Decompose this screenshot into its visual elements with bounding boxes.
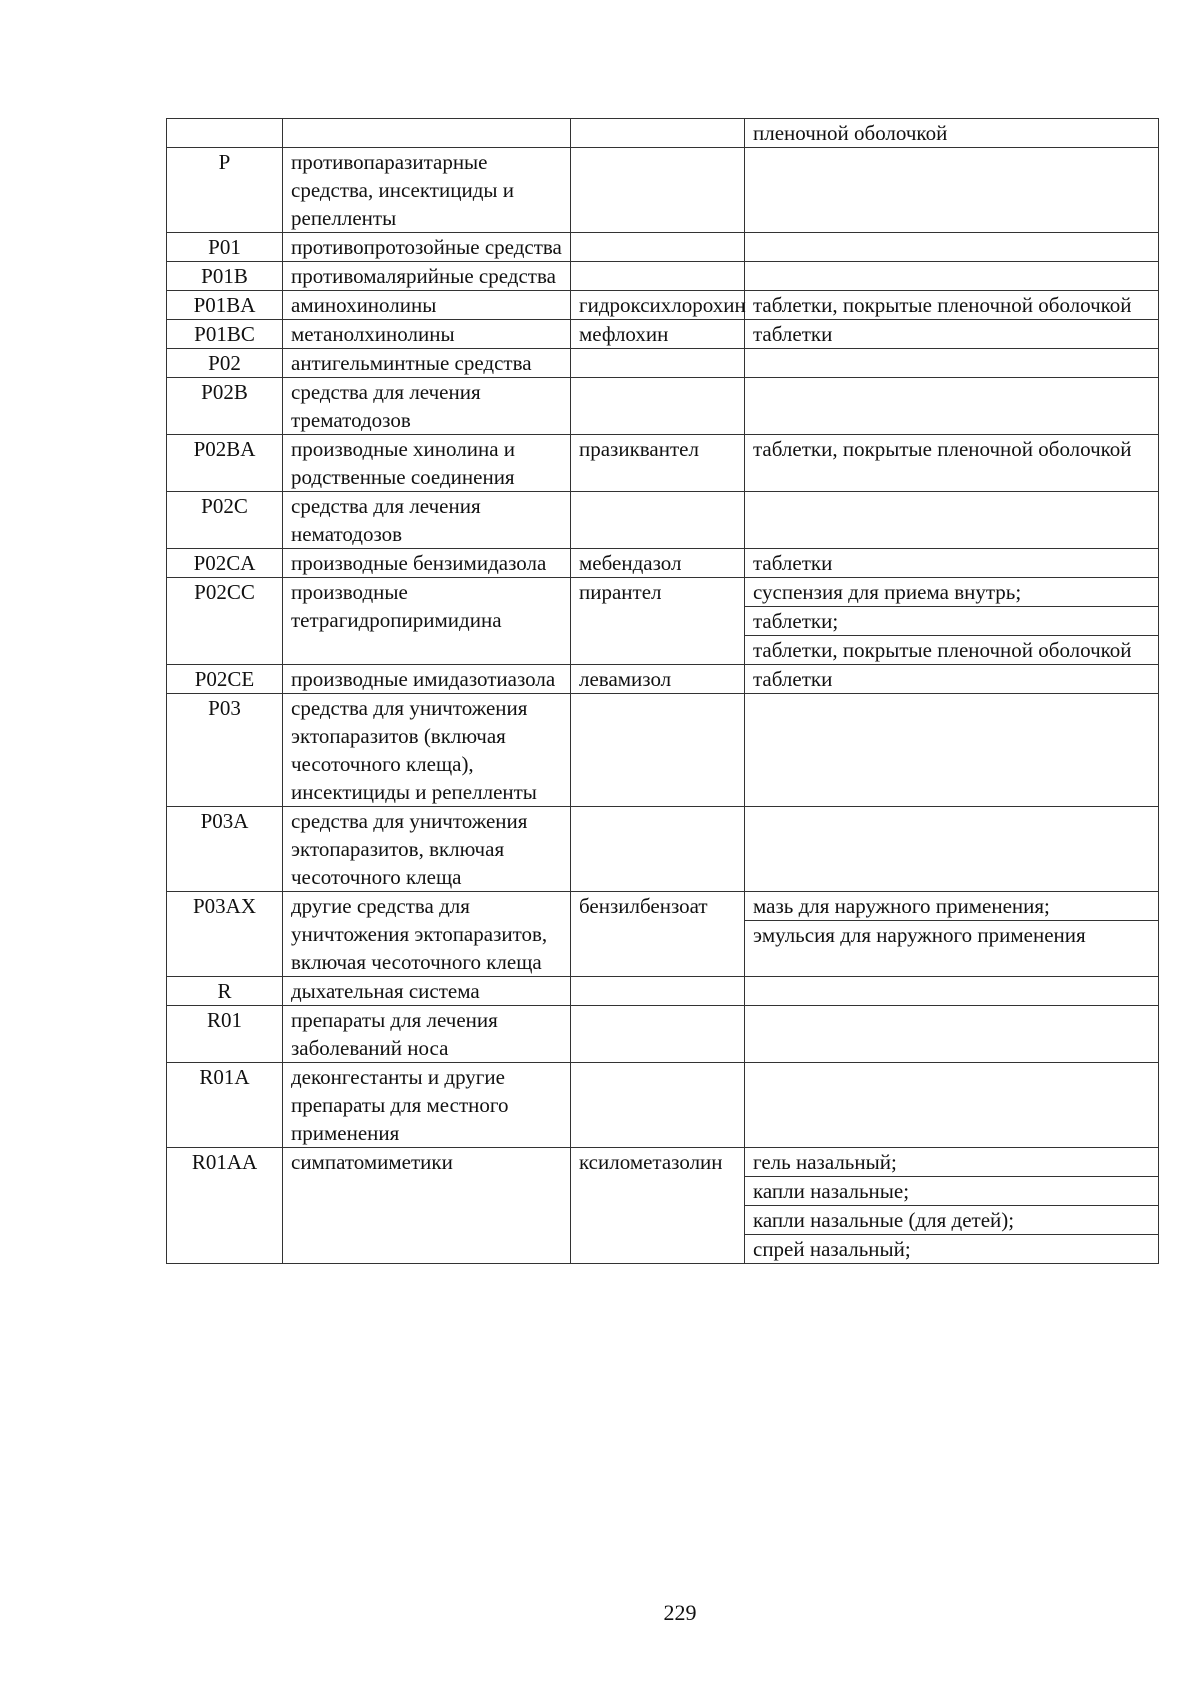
dosage-forms-cell bbox=[745, 578, 1159, 665]
drug-cell bbox=[571, 977, 745, 1006]
name-cell: производные имидазотиазола bbox=[283, 665, 571, 694]
dosage-forms-cell bbox=[745, 892, 1159, 977]
page-number: 229 bbox=[663, 1600, 697, 1625]
dosage-forms-cell bbox=[745, 378, 1159, 435]
code-cell: P bbox=[167, 148, 283, 233]
name-cell: дыхательная система bbox=[283, 977, 571, 1006]
drug-cell bbox=[571, 694, 745, 807]
code-cell: P02CE bbox=[167, 665, 283, 694]
table-row bbox=[167, 291, 1159, 320]
drug-cell: левамизол bbox=[571, 665, 745, 694]
code-cell: P02B bbox=[167, 378, 283, 435]
dosage-form-item: таблетки bbox=[753, 322, 833, 346]
drug-cell bbox=[571, 1063, 745, 1148]
table-row bbox=[167, 262, 1159, 291]
code-cell: P02CA bbox=[167, 549, 283, 578]
dosage-form-item: таблетки, покрытые пленочной оболочкой bbox=[753, 437, 1132, 461]
code-cell: R01A bbox=[167, 1063, 283, 1148]
code-cell: P02 bbox=[167, 349, 283, 378]
dosage-form-item: пленочной оболочкой bbox=[753, 121, 948, 145]
name-cell: метанолхинолины bbox=[283, 320, 571, 349]
dosage-forms-cell bbox=[745, 233, 1159, 262]
code-cell: P03AX bbox=[167, 892, 283, 977]
code-cell: P01B bbox=[167, 262, 283, 291]
dosage-forms-cell bbox=[745, 291, 1159, 320]
name-cell: другие средства для уничтожения эктопаразитов, включая чесоточного клеща bbox=[283, 892, 571, 977]
table-row bbox=[167, 233, 1159, 262]
dosage-form-item: спрей назальный; bbox=[753, 1237, 911, 1261]
table-row bbox=[167, 665, 1159, 694]
dosage-form-item: таблетки; bbox=[745, 607, 1158, 636]
dosage-form-item: таблетки bbox=[753, 667, 833, 691]
name-cell: симпатомиметики bbox=[283, 1148, 571, 1264]
code-cell: P03 bbox=[167, 694, 283, 807]
dosage-forms-cell bbox=[745, 492, 1159, 549]
name-cell: средства для лечения трематодозов bbox=[283, 378, 571, 435]
dosage-form-item: мазь для наружного применения; bbox=[745, 892, 1158, 921]
code-cell: P01BA bbox=[167, 291, 283, 320]
drug-cell: пирантел bbox=[571, 578, 745, 665]
table-row bbox=[167, 119, 1159, 148]
code-cell: R bbox=[167, 977, 283, 1006]
dosage-form-item: таблетки, покрытые пленочной оболочкой bbox=[753, 293, 1132, 317]
table-row bbox=[167, 1063, 1159, 1148]
name-cell bbox=[283, 119, 571, 148]
dosage-forms-cell bbox=[745, 807, 1159, 892]
drug-cell bbox=[571, 148, 745, 233]
table-row bbox=[167, 1148, 1159, 1264]
code-cell: P02BA bbox=[167, 435, 283, 492]
dosage-forms-cell bbox=[745, 320, 1159, 349]
name-cell: производные хинолина и родственные соединения bbox=[283, 435, 571, 492]
name-cell: производные тетрагидропиримидина bbox=[283, 578, 571, 665]
drug-cell: гидроксихлорохин bbox=[571, 291, 745, 320]
table-body bbox=[167, 119, 1159, 1264]
dosage-forms-cell bbox=[745, 262, 1159, 291]
dosage-forms-cell bbox=[745, 119, 1159, 148]
code-cell: R01AA bbox=[167, 1148, 283, 1264]
code-cell: P01BC bbox=[167, 320, 283, 349]
drug-cell bbox=[571, 233, 745, 262]
name-cell: противопаразитарные средства, инсектициды и репелленты bbox=[283, 148, 571, 233]
table-row bbox=[167, 694, 1159, 807]
table-row bbox=[167, 492, 1159, 549]
drug-cell: мефлохин bbox=[571, 320, 745, 349]
dosage-forms-cell bbox=[745, 148, 1159, 233]
dosage-form-item: таблетки bbox=[753, 551, 833, 575]
name-cell: средства для уничтожения эктопаразитов, включая чесоточного клеща bbox=[283, 807, 571, 892]
name-cell: антигельминтные средства bbox=[283, 349, 571, 378]
drug-cell bbox=[571, 262, 745, 291]
code-cell: R01 bbox=[167, 1006, 283, 1063]
dosage-form-item: гель назальный; bbox=[745, 1148, 1158, 1177]
table-row bbox=[167, 578, 1159, 665]
name-cell: средства для лечения нематодозов bbox=[283, 492, 571, 549]
name-cell: деконгестанты и другие препараты для местного применения bbox=[283, 1063, 571, 1148]
dosage-forms-cell bbox=[745, 665, 1159, 694]
drug-cell bbox=[571, 492, 745, 549]
drug-cell: празиквантел bbox=[571, 435, 745, 492]
name-cell: аминохинолины bbox=[283, 291, 571, 320]
name-cell: препараты для лечения заболеваний носа bbox=[283, 1006, 571, 1063]
drug-cell bbox=[571, 807, 745, 892]
dosage-forms-cell bbox=[745, 549, 1159, 578]
table-row bbox=[167, 435, 1159, 492]
code-cell: P03A bbox=[167, 807, 283, 892]
table-row bbox=[167, 1006, 1159, 1063]
drug-cell bbox=[571, 119, 745, 148]
table-row bbox=[167, 320, 1159, 349]
drug-cell: ксилометазолин bbox=[571, 1148, 745, 1264]
drug-cell bbox=[571, 349, 745, 378]
dosage-form-item: капли назальные; bbox=[745, 1177, 1158, 1206]
dosage-form-item: эмульсия для наружного применения bbox=[753, 923, 1086, 947]
dosage-form-item: капли назальные (для детей); bbox=[745, 1206, 1158, 1235]
dosage-forms-cell bbox=[745, 1063, 1159, 1148]
code-cell: P02C bbox=[167, 492, 283, 549]
name-cell: противопротозойные средства bbox=[283, 233, 571, 262]
drug-cell bbox=[571, 1006, 745, 1063]
drug-classification-table bbox=[166, 118, 1159, 1264]
table-row bbox=[167, 148, 1159, 233]
name-cell: производные бензимидазола bbox=[283, 549, 571, 578]
code-cell: P02CC bbox=[167, 578, 283, 665]
drug-cell: мебендазол bbox=[571, 549, 745, 578]
name-cell: средства для уничтожения эктопаразитов (включая чесоточного клеща), инсектициды и репелленты bbox=[283, 694, 571, 807]
dosage-forms-cell bbox=[745, 977, 1159, 1006]
name-cell: противомалярийные средства bbox=[283, 262, 571, 291]
dosage-forms-cell bbox=[745, 1148, 1159, 1264]
drug-cell: бензилбензоат bbox=[571, 892, 745, 977]
code-cell bbox=[167, 119, 283, 148]
dosage-forms-cell bbox=[745, 1006, 1159, 1063]
drug-cell bbox=[571, 378, 745, 435]
dosage-forms-cell bbox=[745, 349, 1159, 378]
table-row bbox=[167, 549, 1159, 578]
dosage-form-item: суспензия для приема внутрь; bbox=[745, 578, 1158, 607]
table-row bbox=[167, 807, 1159, 892]
table-row bbox=[167, 892, 1159, 977]
dosage-forms-cell bbox=[745, 694, 1159, 807]
dosage-form-item: таблетки, покрытые пленочной оболочкой bbox=[753, 638, 1132, 662]
table-row bbox=[167, 977, 1159, 1006]
dosage-forms-cell bbox=[745, 435, 1159, 492]
code-cell: P01 bbox=[167, 233, 283, 262]
table-row bbox=[167, 349, 1159, 378]
table-row bbox=[167, 378, 1159, 435]
